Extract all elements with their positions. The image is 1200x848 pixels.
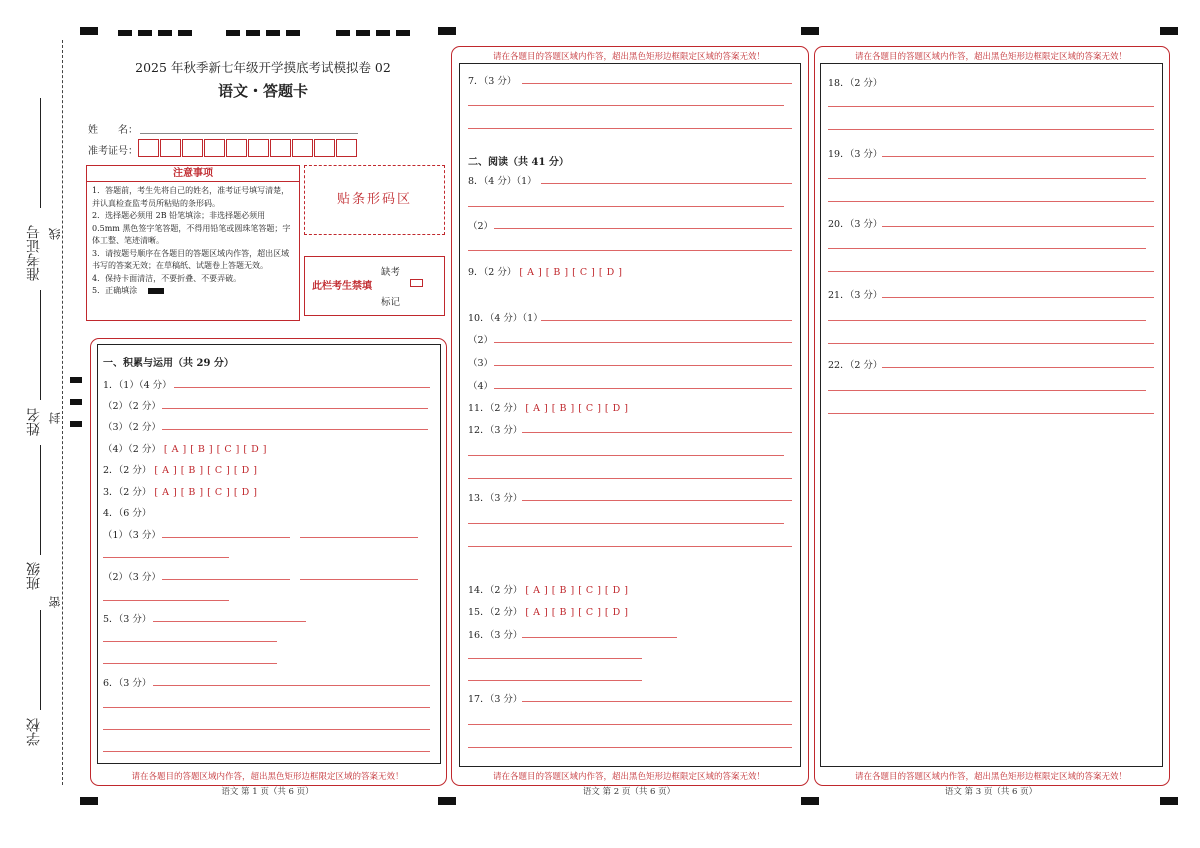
notice-item-5: 5．正确填涂: [92, 286, 138, 295]
registration-mark: [801, 27, 819, 35]
notice-item: 4．保持卡面清洁，不要折叠、不要弄破。: [92, 273, 242, 283]
answer-line[interactable]: [828, 343, 1154, 344]
answer-line[interactable]: [882, 297, 1154, 298]
answer-line[interactable]: [468, 105, 784, 106]
registration-mark: [178, 30, 192, 36]
registration-mark: [396, 30, 410, 36]
answer-line[interactable]: [468, 680, 642, 681]
question-label: （3）: [468, 358, 494, 369]
question-number: （4）（2 分）: [103, 444, 161, 455]
binding-class-label: 班级: [26, 562, 42, 590]
answer-line[interactable]: [828, 320, 1146, 321]
page1-footer: 语文 第 1 页（共 6 页）: [221, 787, 314, 797]
answer-line[interactable]: [162, 579, 290, 580]
exam-title: 2025 年秋季新七年级开学摸底考试模拟卷 02: [135, 60, 391, 75]
registration-mark: [438, 797, 456, 805]
notice-box: [86, 165, 300, 321]
id-cell[interactable]: [314, 139, 335, 157]
page2-bottom-warning: 请在各题目的答题区域内作答，超出黑色矩形边框限定区域的答案无效！: [492, 772, 765, 782]
question-label: [468, 400, 629, 414]
forbidden-label: 此栏考生禁填: [312, 281, 372, 292]
choice-options[interactable]: [ A ] [ B ] [ C ] [ D ]: [519, 267, 623, 278]
answer-line[interactable]: [468, 724, 792, 725]
answer-line[interactable]: [828, 271, 1154, 272]
id-cell[interactable]: [270, 139, 291, 157]
registration-mark: [226, 30, 240, 36]
answer-line[interactable]: [162, 537, 290, 538]
id-number-grid[interactable]: [138, 139, 358, 157]
page1-bottom-warning: 请在各题目的答题区域内作答，超出黑色矩形边框限定区域的答案无效！: [131, 772, 404, 782]
answer-line[interactable]: [153, 685, 430, 686]
answer-line[interactable]: [494, 342, 792, 343]
answer-line[interactable]: [468, 478, 792, 479]
answer-line[interactable]: [828, 390, 1146, 391]
question-label: （3）（2 分）: [103, 422, 161, 433]
registration-mark: [1160, 797, 1178, 805]
registration-mark: [80, 27, 98, 35]
page2-section-title: 二、阅读（共 41 分）: [468, 157, 569, 168]
question-label: （2）: [468, 221, 494, 232]
registration-mark: [1160, 27, 1178, 35]
notice-item: 3．请按题号顺序在各题目的答题区域内作答，超出区域书写的答案无效；在草稿纸、试题卷上答题无效。: [92, 248, 290, 270]
question-label: （2）（2 分）: [103, 401, 161, 412]
answer-line[interactable]: [522, 432, 792, 433]
question-label: 18．（2 分）: [828, 78, 883, 89]
page2-footer: 语文 第 2 页（共 6 页）: [582, 787, 676, 797]
absent-label-1: 缺考: [381, 267, 401, 278]
question-label: 8．（4 分）（1）: [468, 176, 537, 187]
name-fill-line: [40, 290, 41, 400]
page3-footer: 语文 第 3 页（共 6 页）: [944, 787, 1038, 797]
answer-line[interactable]: [541, 183, 792, 184]
answer-line[interactable]: [300, 579, 418, 580]
question-label: （2）（3 分）: [103, 572, 161, 583]
card-title: 语文・答题卡: [217, 82, 308, 100]
notice-item: 1．答题前，考生先将自己的姓名，准考证号填写清楚，并认真检查监考员所粘贴的条形码。: [92, 186, 290, 208]
question-number: 15．（2 分）: [468, 607, 523, 618]
page1-section-title: 一、积累与运用（共 29 分）: [103, 358, 234, 369]
absent-checkbox[interactable]: [410, 279, 423, 287]
id-cell[interactable]: [292, 139, 313, 157]
question-label: （4）: [468, 381, 494, 392]
registration-mark: [70, 421, 82, 427]
question-label: 21．（3 分）: [828, 290, 883, 301]
question-label: [103, 462, 257, 476]
question-label: 1．（1）（4 分）: [103, 380, 172, 391]
answer-line[interactable]: [468, 206, 784, 207]
registration-mark: [80, 797, 98, 805]
notice-item: [92, 285, 294, 298]
answer-line[interactable]: [162, 429, 428, 430]
answer-line[interactable]: [468, 455, 784, 456]
question-label: [103, 441, 267, 455]
id-cell[interactable]: [138, 139, 159, 157]
answer-line[interactable]: [174, 387, 430, 388]
question-label: [468, 604, 629, 618]
question-label: （1）（3 分）: [103, 530, 161, 541]
question-label: 7．（3 分）: [468, 76, 517, 87]
id-cell[interactable]: [182, 139, 203, 157]
registration-mark: [266, 30, 280, 36]
question-label: [468, 582, 629, 596]
barcode-area-label: 贴条形码区: [336, 192, 412, 207]
answer-line[interactable]: [468, 128, 792, 129]
registration-mark: [70, 377, 82, 383]
binding-seal-seal: 封: [48, 412, 62, 424]
notice-item: 2．选择题必须用 2B 铅笔填涂；非选择题必须用 0.5mm 黑色签字笔答题，不得用铅笔或圆珠笔答题；字体工整、笔迹清晰。: [92, 211, 291, 245]
question-number: 11．（2 分）: [468, 403, 523, 414]
registration-mark: [118, 30, 132, 36]
answer-line[interactable]: [494, 228, 792, 229]
binding-seal-secret: 密: [48, 596, 62, 608]
choice-options[interactable]: [ A ] [ B ] [ C ] [ D ]: [154, 487, 258, 498]
id-fill-line: [40, 98, 41, 208]
answer-line[interactable]: [828, 413, 1154, 414]
choice-options[interactable]: [ A ] [ B ] [ C ] [ D ]: [525, 607, 629, 618]
question-label: 10．（4 分）（1）: [468, 313, 543, 324]
page3-top-warning: 请在各题目的答题区域内作答，超出黑色矩形边框限定区域的答案无效！: [854, 52, 1127, 62]
answer-line[interactable]: [103, 707, 430, 708]
answer-line[interactable]: [522, 637, 677, 638]
binding-id-label: 准考证号: [26, 225, 42, 281]
answer-line[interactable]: [468, 747, 792, 748]
answer-line[interactable]: [522, 83, 792, 84]
question-number: 2．（2 分）: [103, 465, 152, 476]
question-label: （2）: [468, 335, 494, 346]
answer-line[interactable]: [541, 320, 792, 321]
question-label: 20．（3 分）: [828, 219, 883, 230]
page3-bottom-warning: 请在各题目的答题区域内作答，超出黑色矩形边框限定区域的答案无效！: [854, 772, 1127, 782]
question-label: 17．（3 分）: [468, 694, 523, 705]
id-label: 准考证号：: [88, 146, 138, 157]
question-number: 3．（2 分）: [103, 487, 152, 498]
answer-line[interactable]: [522, 500, 792, 501]
answer-line[interactable]: [153, 621, 306, 622]
choice-options[interactable]: [ A ] [ B ] [ C ] [ D ]: [163, 444, 267, 455]
registration-mark: [356, 30, 370, 36]
binding-name-label: 姓名: [26, 408, 42, 436]
question-label: [103, 484, 257, 498]
question-label: 16．（3 分）: [468, 630, 523, 641]
filled-bubble-example: [148, 288, 164, 294]
answer-line[interactable]: [103, 729, 430, 730]
name-label: 姓 名：: [88, 125, 138, 136]
answer-line[interactable]: [300, 537, 418, 538]
answer-line[interactable]: [828, 201, 1154, 202]
school-fill-line: [40, 610, 41, 710]
choice-options[interactable]: [ A ] [ B ] [ C ] [ D ]: [154, 465, 258, 476]
answer-line[interactable]: [828, 129, 1154, 130]
registration-mark: [158, 30, 172, 36]
binding-school-label: 学校: [26, 718, 42, 746]
choice-options[interactable]: [ A ] [ B ] [ C ] [ D ]: [525, 585, 629, 596]
question-number: 14．（2 分）: [468, 585, 523, 596]
page2-answer-box: [459, 63, 801, 767]
answer-line[interactable]: [494, 365, 792, 366]
question-label: 4．（6 分）: [103, 508, 152, 519]
registration-mark: [246, 30, 260, 36]
answer-line[interactable]: [162, 408, 428, 409]
answer-line[interactable]: [103, 751, 430, 752]
registration-mark: [336, 30, 350, 36]
answer-line[interactable]: [103, 557, 229, 558]
answer-line[interactable]: [882, 156, 1154, 157]
question-number: 9．（2 分）: [468, 267, 517, 278]
question-label: 22．（2 分）: [828, 360, 883, 371]
answer-line[interactable]: [882, 367, 1154, 368]
answer-line[interactable]: [103, 663, 277, 664]
registration-mark: [70, 399, 82, 405]
choice-options[interactable]: [ A ] [ B ] [ C ] [ D ]: [525, 403, 629, 414]
answer-line[interactable]: [103, 641, 277, 642]
page3-answer-box: [820, 63, 1163, 767]
id-cell[interactable]: [160, 139, 181, 157]
registration-mark: [286, 30, 300, 36]
answer-line[interactable]: [522, 701, 792, 702]
answer-line[interactable]: [828, 106, 1154, 107]
answer-line[interactable]: [468, 250, 792, 251]
name-input-line[interactable]: [140, 133, 358, 134]
registration-mark: [438, 27, 456, 35]
answer-line[interactable]: [468, 658, 642, 659]
answer-line[interactable]: [468, 546, 792, 547]
answer-line[interactable]: [828, 178, 1146, 179]
absent-label-2: 标记: [381, 297, 401, 308]
question-label: 19．（3 分）: [828, 149, 883, 160]
notice-title: 注意事项: [87, 166, 299, 182]
registration-mark: [138, 30, 152, 36]
class-fill-line: [40, 445, 41, 555]
question-label: [468, 264, 622, 278]
question-label: 5．（3 分）: [103, 614, 152, 625]
id-cell[interactable]: [248, 139, 269, 157]
answer-line[interactable]: [494, 388, 792, 389]
page2-top-warning: 请在各题目的答题区域内作答，超出黑色矩形边框限定区域的答案无效！: [492, 52, 765, 62]
question-label: 6．（3 分）: [103, 678, 152, 689]
answer-line[interactable]: [103, 600, 229, 601]
answer-line[interactable]: [468, 523, 784, 524]
registration-mark: [801, 797, 819, 805]
answer-line[interactable]: [828, 248, 1146, 249]
registration-mark: [376, 30, 390, 36]
id-cell[interactable]: [226, 139, 247, 157]
id-cell[interactable]: [204, 139, 225, 157]
id-cell[interactable]: [336, 139, 357, 157]
question-label: 13．（3 分）: [468, 493, 523, 504]
question-label: 12．（3 分）: [468, 425, 523, 436]
answer-line[interactable]: [882, 226, 1154, 227]
binding-seal-line: 线: [48, 228, 62, 240]
